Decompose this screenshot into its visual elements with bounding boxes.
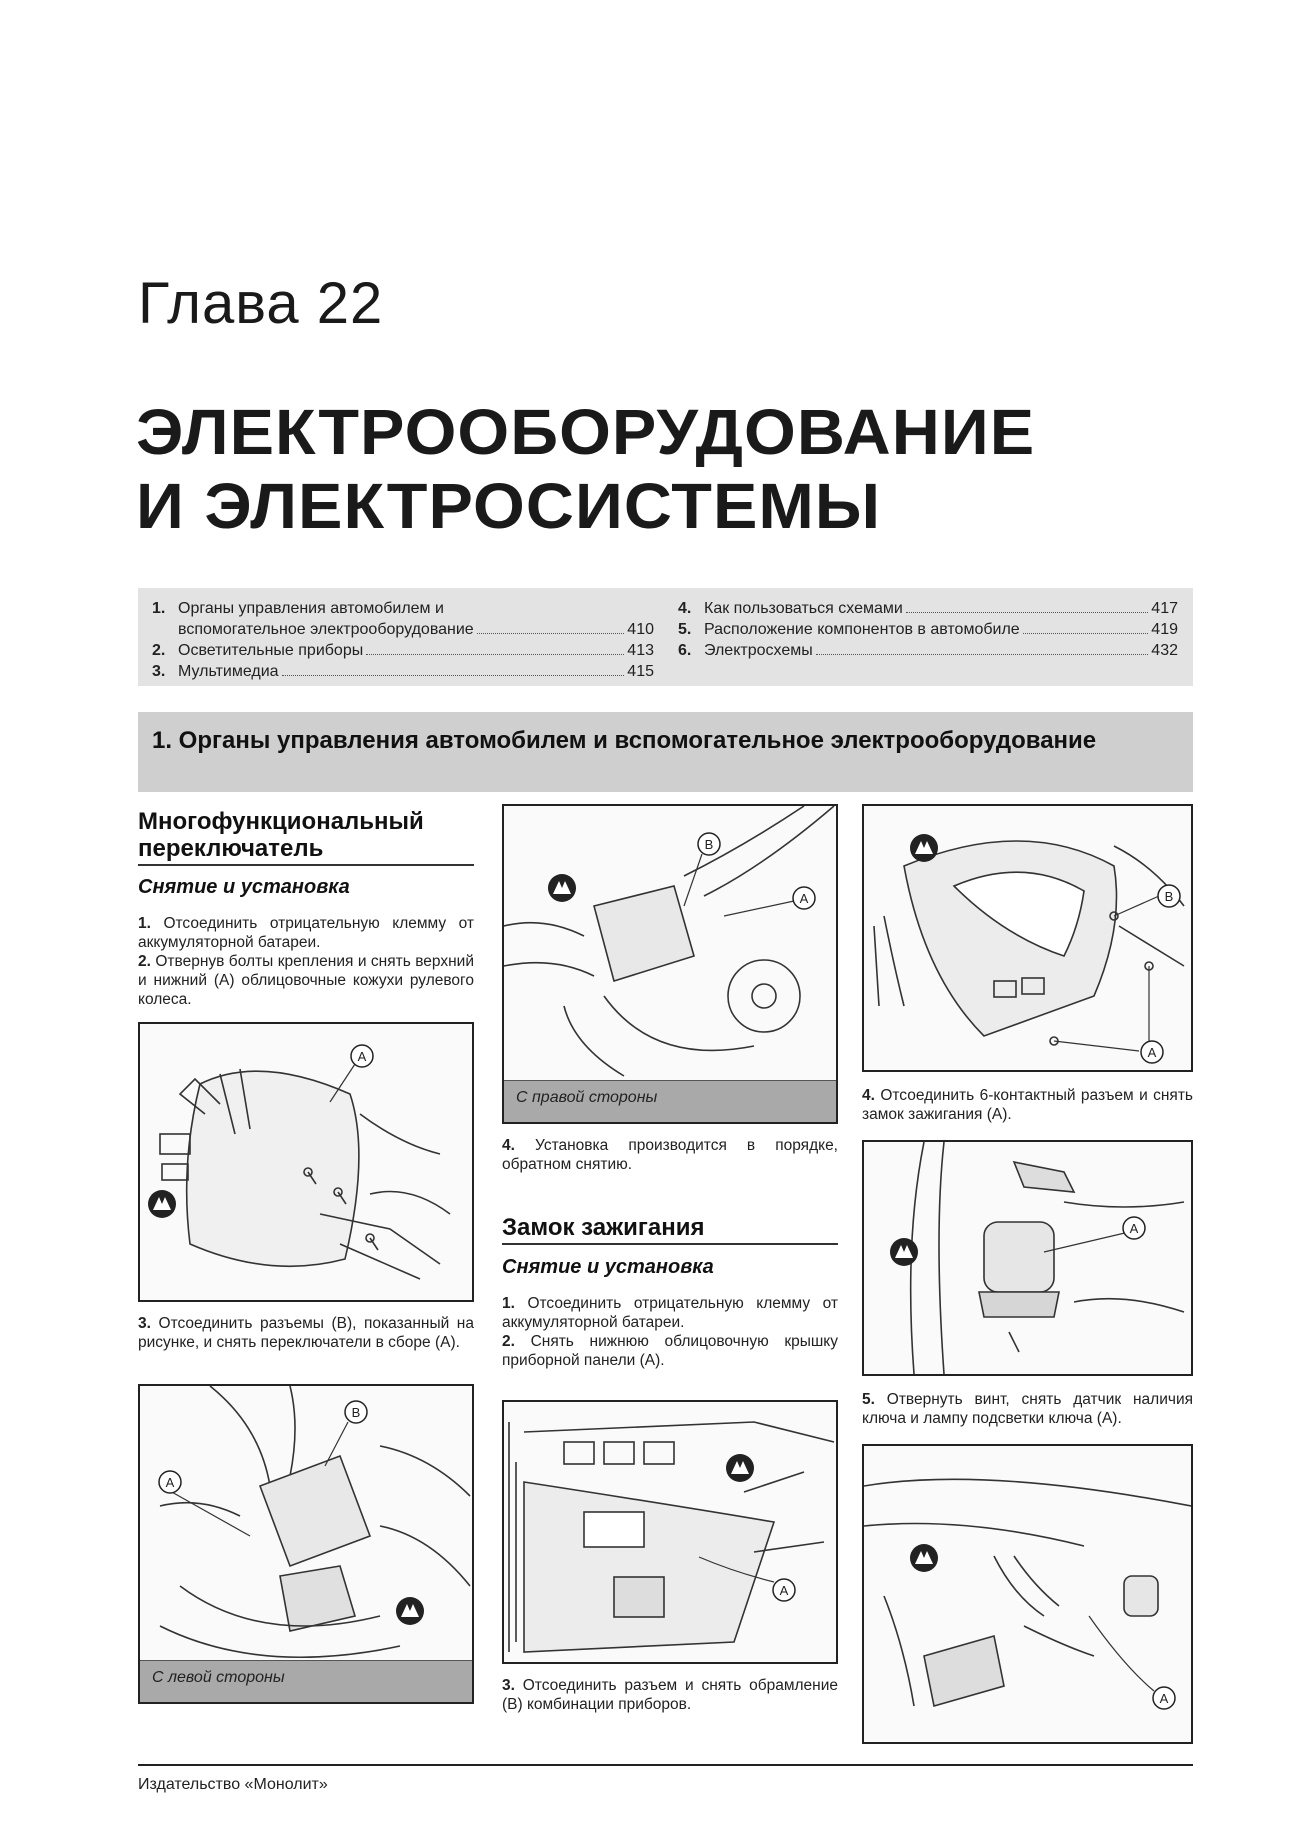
figure-switch-left [138,1384,474,1704]
toc-item-continued[interactable] [152,619,654,640]
figure-switch-right [502,804,838,1124]
step-item [502,1294,838,1332]
ignition-lock-illustration [864,1142,1191,1374]
figure-caption: С правой стороны [504,1080,836,1122]
callout-a: A [779,1583,789,1598]
step-text: Отсоединить разъем и снять обрамление (В) комбинации приборов. [502,1677,839,1713]
toc-item-page: 419 [1151,621,1178,638]
step-number: 2. [138,953,151,970]
callout-a: A [1159,1691,1169,1706]
toc-item-text: Расположение компонентов в автомобиле [704,621,1020,638]
figure-caption: С левой стороны [140,1660,472,1702]
column3-step5 [862,1390,1193,1428]
brand-logo-icon [726,1454,754,1482]
toc-item[interactable] [152,661,654,682]
lower-panel-illustration [504,1402,836,1662]
step-text: Отсоединить 6-контактный разъем и снять замок зажигания (А). [862,1087,1193,1123]
heading-underline [502,1243,838,1245]
step-number: 3. [138,1315,151,1332]
section-title: 1. Органы управления автомобилем и вспомогательное электрооборудование [152,727,1097,754]
toc-item[interactable] [678,619,1178,640]
table-of-contents [138,588,1193,686]
toc-item-number: 5. [678,621,692,638]
column1-heading [138,808,474,862]
brand-logo-icon [910,1544,938,1572]
step-text: Отвернув болты крепления и снять верхний и нижний (А) облицовочные кожухи рулевого колеса. [138,953,474,1008]
toc-item-number: 6. [678,642,692,659]
step-text: Отсоединить отрицательную клемму от аккумуляторной батареи. [138,915,474,951]
figure-key-lamp [862,1444,1193,1744]
footer-divider [138,1764,1193,1766]
toc-item-text: Электросхемы [704,642,813,659]
figure-lower-panel [502,1400,838,1664]
callout-b: B [351,1405,361,1420]
column2-heading: Замок зажигания [502,1214,705,1241]
column1-heading-line-1: Многофункциональный [138,808,424,835]
brand-logo-icon [548,874,576,902]
step-number: 3. [502,1677,515,1694]
step-item [502,1332,838,1370]
chapter-label: Глава 22 [138,271,384,336]
chapter-title-line-1: ЭЛЕКТРООБОРУДОВАНИЕ [136,396,1036,468]
publisher-footer: Издательство «Монолит» [138,1776,328,1793]
step-text: Снять нижнюю облицовочную крышку приборной панели (А). [502,1333,838,1369]
brand-logo-icon [890,1238,918,1266]
toc-leader-dots [906,612,1149,613]
toc-item-number: 1. [152,600,166,617]
step-item [138,952,474,1009]
brand-logo-icon [148,1190,176,1218]
column2-step3 [502,1676,838,1714]
toc-leader-dots [1023,633,1149,634]
column2-step4 [502,1136,838,1174]
column2-subheading: Снятие и установка [502,1256,714,1278]
figure-steering-cover [138,1022,474,1302]
callout-a: A [357,1049,367,1064]
column1-steps [138,914,474,1009]
step-number: 1. [502,1295,515,1312]
heading-underline [138,864,474,866]
toc-leader-dots [816,654,1149,655]
brand-logo-icon [910,834,938,862]
column1-subheading: Снятие и установка [138,876,350,898]
switch-right-illustration [504,806,836,1080]
step-item [138,914,474,952]
callout-a: A [1147,1045,1157,1060]
toc-leader-dots [366,654,624,655]
callout-b: B [1164,889,1174,904]
toc-leader-dots [282,675,625,676]
toc-item-text: Мультимедиа [178,663,279,680]
toc-item[interactable] [678,640,1178,661]
toc-item-text: Как пользоваться схемами [704,600,903,617]
toc-item-number: 2. [152,642,166,659]
toc-item[interactable] [152,640,654,661]
brand-logo-icon [396,1597,424,1625]
toc-item-page: 415 [627,663,654,680]
toc-item-page: 410 [627,621,654,638]
step-text: Установка производится в порядке, обратном снятию. [502,1137,838,1173]
toc-item-number: 4. [678,600,692,617]
toc-item-page: 413 [627,642,654,659]
toc-item-text: вспомогательное электрооборудование [178,621,474,638]
column1-step3 [138,1314,474,1352]
column3-step4 [862,1086,1193,1124]
step-text: Отсоединить разъемы (В), показанный на рисунке, и снять переключатели в сборе (А). [138,1315,474,1351]
chapter-title [136,395,1035,543]
switch-left-illustration [140,1386,472,1660]
toc-item-page: 417 [1151,600,1178,617]
key-lamp-illustration [864,1446,1191,1742]
chapter-title-line-2: И ЭЛЕКТРОСИСТЕМЫ [136,470,882,542]
callout-a: A [799,891,809,906]
toc-item-page: 432 [1151,642,1178,659]
section-header [138,712,1193,792]
step-number: 2. [502,1333,515,1350]
toc-item-text: Осветительные приборы [178,642,364,659]
toc-right-column [678,598,1178,661]
toc-leader-dots [477,633,625,634]
figure-ignition-lock [862,1140,1193,1376]
column2-steps [502,1294,838,1370]
toc-left-column [152,598,654,682]
column1-heading-line-2: переключатель [138,835,324,862]
cluster-bezel-illustration [864,806,1191,1070]
callout-a: A [1129,1221,1139,1236]
steering-cover-illustration [140,1024,472,1300]
callout-a: A [165,1475,175,1490]
step-number: 1. [138,915,151,932]
toc-item-text: Органы управления автомобилем и [178,600,444,617]
step-number: 5. [862,1391,875,1408]
callout-b: B [704,837,714,852]
toc-item-number: 3. [152,663,166,680]
step-text: Отсоединить отрицательную клемму от аккумуляторной батареи. [502,1295,838,1331]
toc-item[interactable] [678,598,1178,619]
step-number: 4. [862,1087,875,1104]
step-text: Отвернуть винт, снять датчик наличия ключа и лампу подсветки ключа (А). [862,1391,1194,1427]
toc-item[interactable] [152,598,654,619]
figure-cluster-bezel [862,804,1193,1072]
step-number: 4. [502,1137,515,1154]
